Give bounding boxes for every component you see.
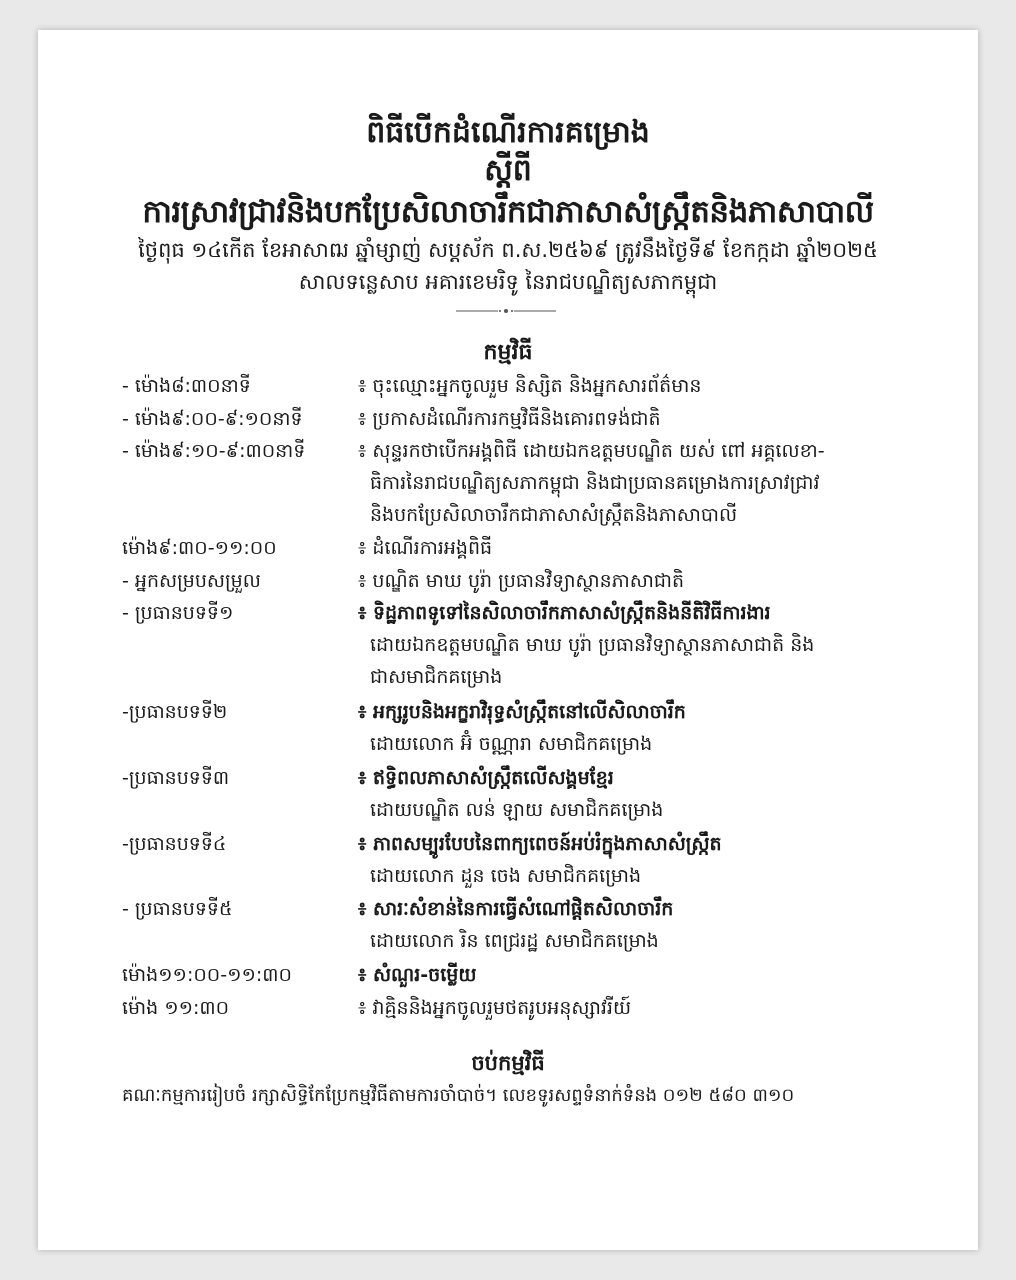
agenda-item-line: ៖ សារៈសំខាន់នៃការធ្វើសំណៅផ្តិតសិលាចារឹក	[358, 898, 674, 920]
agenda-item-time: - ម៉ោង៩:១០-៩:៣០នាទី	[122, 440, 306, 462]
agenda-item-time: -ប្រធានបទទី២	[122, 701, 228, 723]
agenda-item-time: - អ្នកសម្របសម្រួល	[122, 570, 261, 592]
agenda-item-line: ដោយបណ្ឌិត លន់ ឡាយ សមាជិកគម្រោង	[370, 799, 664, 821]
agenda-item-line: ៖ ឥទ្ធិពលភាសាសំស្ក្រឹតលើសង្គមខ្មែរ	[358, 767, 614, 789]
agenda-item-time: - ប្រធានបទទី៥	[122, 898, 233, 920]
agenda-item-description	[358, 370, 928, 402]
title-line-1: ពិធីបើកដំណើរការគម្រោង	[366, 115, 650, 150]
agenda-item-line: ៖ វាគ្មិននិងអ្នកចូលរួមថតរូបអនុស្សាវរីយ៍	[358, 997, 632, 1019]
agenda-item-time: - ម៉ោង៨:៣០នាទី	[122, 375, 251, 397]
agenda-item-description	[358, 959, 928, 991]
agenda-item-line: ៖ ចុះឈ្មោះអ្នកចូលរួម និស្សិត និងអ្នកសារព័ត៌មាន	[358, 375, 702, 397]
divider-ornament	[456, 308, 556, 314]
agenda-item-time: ម៉ោង ១១:៣០	[122, 997, 230, 1019]
agenda-item-line: ៖ សំណួរ-ចម្លើយ	[358, 964, 477, 986]
agenda-item-line: ៖ ភាពសម្បូរបែបនៃពាក្យពេចន៍អប់រំក្នុងភាសាសំស្ក្រឹត	[358, 833, 722, 855]
agenda-title: កម្មវិធី	[483, 340, 533, 365]
agenda-item-line: និងបកប្រែសិលាចារឹកជាភាសាសំស្ក្រឹតនិងភាសាបាលី	[370, 504, 738, 526]
agenda-item-line: ៖ សុន្ទរកថាបើកអង្គពិធី ដោយឯកឧត្តមបណ្ឌិត យស់ ពៅ អគ្គលេខា-	[358, 440, 825, 462]
agenda-item-line: ៖ អក្សរូបនិងអក្ខរាវិរុទ្ធសំស្ក្រឹតនៅលើសិលាចារឹក	[358, 701, 686, 723]
agenda-item-line: ៖ បណ្ឌិត មាឃ បូរ៉ា ប្រធានវិទ្យាស្ថានភាសាជាតិ	[358, 570, 685, 592]
agenda-item-line: ដោយលោក ដួន ចេង សមាជិកគម្រោង	[370, 865, 642, 887]
agenda-item-line: ធិការនៃរាជបណ្ឌិត្យសភាកម្ពុជា និងជាប្រធានគម្រោងការស្រាវជ្រាវ	[370, 472, 820, 494]
agenda-item-time: -ប្រធានបទទី៤	[122, 833, 227, 855]
agenda-item-line: ៖ ទិដ្ឋភាពទូទៅនៃសិលាចារឹកភាសាសំស្ក្រឹតនិងនីតិវិធីការងារ	[358, 602, 771, 624]
title-line-2: ស្ដីពី	[484, 153, 532, 188]
agenda-item-time: ម៉ោង១១:០០-១១:៣០	[122, 964, 292, 986]
agenda-item-time: - ម៉ោង៩:០០-៩:១០នាទី	[122, 408, 303, 430]
agenda-item-line: ដោយលោក អ៊ំ ចណ្ណារា សមាជិកគម្រោង	[370, 733, 653, 755]
title-line-3: ការស្រាវជ្រាវនិងបកប្រែសិលាចារឹកជាភាសាសំស្ក្រឹតនិងភាសាបាលី	[142, 194, 874, 230]
agenda-item-line: ៖ ដំណើរការអង្គពិធី	[358, 537, 493, 559]
agenda-item-time: -ប្រធានបទទី៣	[122, 767, 230, 789]
document-page	[38, 30, 978, 1250]
agenda-item-description	[358, 828, 928, 892]
date-line: ថ្ងៃពុធ ១៤កើត ខែអាសាឍ ឆ្នាំម្សាញ់ សប្តស័ក ព.ស.២៥៦៩ ត្រូវនឹងថ្ងៃទី៩ ខែកក្កដា ឆ្នាំ២០២៥	[138, 238, 878, 262]
agenda-item-description	[358, 565, 928, 597]
agenda-item-description	[358, 992, 928, 1024]
venue-line: សាលទន្លេសាប អគារខេមរិទូ នៃរាជបណ្ឌិត្យសភាកម្ពុជា	[298, 270, 718, 294]
agenda-item-line: ដោយឯកឧត្តមបណ្ឌិត មាឃ បូរ៉ា ប្រធានវិទ្យាស្ថានភាសាជាតិ និង	[370, 634, 815, 656]
agenda-item-description	[358, 696, 928, 760]
document-header	[38, 114, 978, 298]
agenda-item-description	[358, 762, 928, 826]
agenda-item-time: ម៉ោង៩:៣០-១១:០០	[122, 537, 277, 559]
agenda-item-description	[358, 435, 928, 531]
agenda-item-line: ជាសមាជិកគម្រោង	[370, 666, 503, 688]
footer-note: គណៈកម្មការរៀបចំ រក្សាសិទ្ធិកែប្រែកម្មវិធីតាមការចាំបាច់។ លេខទូរសព្ទទំនាក់ទំនង ០១២ ៥៨០ ៣១០	[122, 1085, 795, 1106]
agenda-item-description	[358, 532, 928, 564]
agenda-item-line: ដោយលោក រិន ពេជ្ររដ្ឋ សមាជិកគម្រោង	[370, 930, 659, 952]
agenda-item-description	[358, 597, 928, 693]
agenda-item-description	[358, 403, 928, 435]
agenda-item-line: ៖ ប្រកាសដំណើរការកម្មវិធីនិងគោរពទង់ជាតិ	[358, 408, 661, 430]
agenda-item-description	[358, 893, 928, 957]
agenda-end-title: ចប់កម្មវិធី	[471, 1051, 545, 1075]
agenda-item-time: - ប្រធានបទទី១	[122, 602, 234, 624]
